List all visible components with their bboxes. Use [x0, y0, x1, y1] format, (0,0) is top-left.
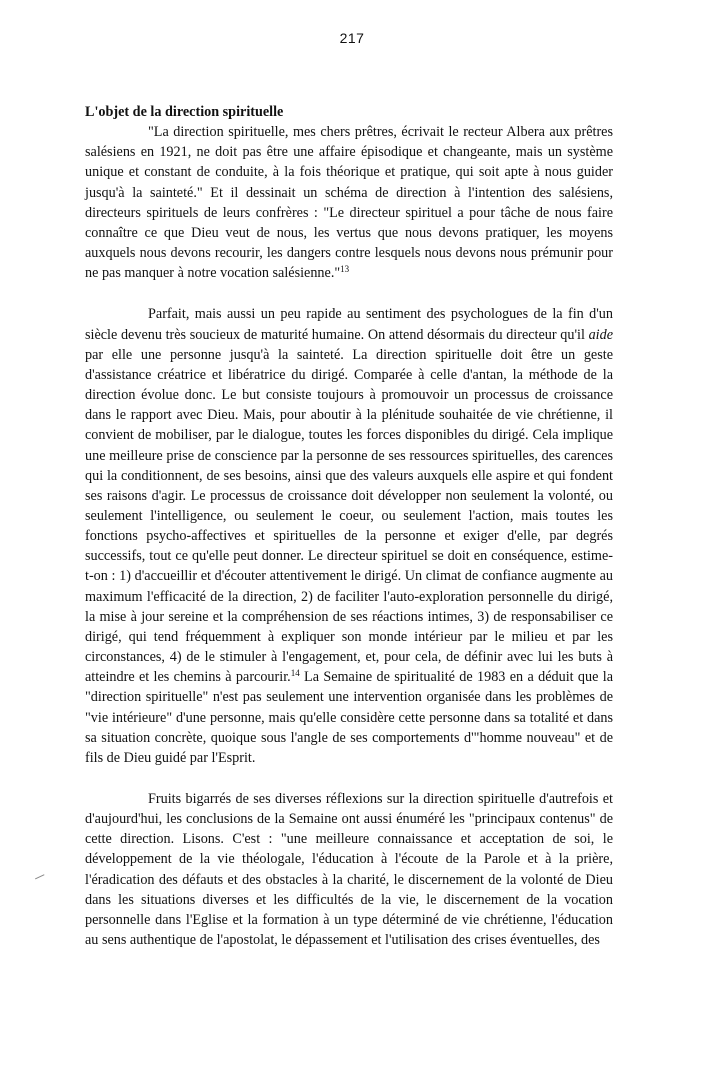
footnote-ref-14: 14 [290, 668, 300, 679]
paragraph-2-text-b: par elle une personne jusqu'à la sainteté. La direction spirituelle doit être un geste d'assistance créatrice et libératrice du dirigé. Comparée à celle d'antan, la méthode de la direction évolue donc. Le but consiste toujours à promouvoir un processus de croissance dans le rapport avec Dieu. Mais, pour aboutir à la plénitude souhaitée de vie chrétienne, il convient de mobiliser, par le dialogue, toutes les forces disponibles du dirigé. Cela implique une meilleure prise de conscience par la personne de ses ressources spirituelles, des carences qui la conditionnent, de ses besoins, ainsi que des valeurs auxquels elle aspire et qui fondent ses raisons d'agir. Le processus de croissance doit développer non seulement la volonté, ou seulement l'intelligence, ou seulement le coeur, ou seulement l'action, mais toutes les fonctions psycho-affectives et spirituelles de la personne et exiger d'elle, par degrés successifs, tout ce qu'elle peut donner. Le directeur spirituel se doit en conséquence, estime-t-on : 1) d'accueillir et d'écouter attentivement le dirigé. Un climat de confiance augmente au maximum l'efficacité de la direction, 2) de faciliter l'auto-exploration personnelle du dirigé, la mise à jour sereine et la compréhension de ses réactions intimes, 3) de responsabiliser ce dirigé, qui tend fréquemment à expliquer son monde intérieur par le milieu et par les circonstances, 4) de le stimuler à l'engagement, et, pour cela, de définir avec lui les buts à atteindre et les chemins à parcourir. [85, 346, 613, 686]
paragraph-3-text: Fruits bigarrés de ses diverses réflexions sur la direction spirituelle d'autrefois et d'aujourd'hui, les conclusions de la Semaine ont aussi énuméré les "principaux contenus" de cette direction. Lisons. C'est : "une meilleure connaissance et acceptation de soi, le développement de la vie théologale, l'éducation à l'écoute de la Parole et à la prière, l'éradication des défauts et des obstacles à la charité, le discernement de la volonté de Dieu dans les situations diverses et les difficultés de la vie, le discernement de la vocation personnelle dans l'Eglise et la formation à un type déterminé de vie chrétienne, l'éducation au sens authentique de l'apostolat, le dépassement et l'utilisation des crises éventuelles, des [85, 791, 613, 949]
section-title: L'objet de la direction spirituelle [85, 104, 284, 120]
paragraph-2-italic: aide [588, 326, 613, 343]
paragraph-2-text-a: Parfait, mais aussi un peu rapide au sentiment des psychologues de la fin d'un siècle devenu très soucieux de maturité humaine. On attend désormais du directeur qu'il [85, 306, 613, 343]
page-body [85, 102, 613, 950]
paragraph-1-text: "La direction spirituelle, mes chers prêtres, écrivait le recteur Albera aux prêtres salésiens en 1921, ne doit pas être une affaire épisodique et changeante, mais un système unique et constant de conduite, à la fois théorique et pratique, qui soit apte à nous guider jusqu'à la sainteté." Et il dessinait un schéma de direction à l'intention des salésiens, directeurs spirituels de leurs confrères : "Le directeur spirituel a pour tâche de nous faire connaître ce que Dieu veut de nous, les vertus que nous devons pratiquer, les moyens auxquels nous devons recourir, les dangers contre lesquels nous devons nous prémunir pour ne pas manquer à notre vocation salésienne." [85, 124, 613, 282]
paragraph-3 [85, 789, 613, 950]
paragraph-2-text-c: La Semaine de spiritualité de 1983 en a déduit que la "direction spirituelle" n'est pas seulement une intervention organisée dans les problèmes de "vie intérieure" d'une personne, mais qu'elle considère cette personne dans sa totalité et dans sa situation concrète, quoique sous l'angle de ses comportements d'"homme nouveau" et de fils de Dieu guidé par l'Esprit. [85, 669, 613, 766]
paragraph-1 [85, 122, 613, 283]
margin-mark [35, 874, 47, 885]
page-number: 217 [339, 30, 365, 46]
paragraph-2 [85, 304, 613, 768]
footnote-ref-13: 13 [340, 264, 350, 275]
